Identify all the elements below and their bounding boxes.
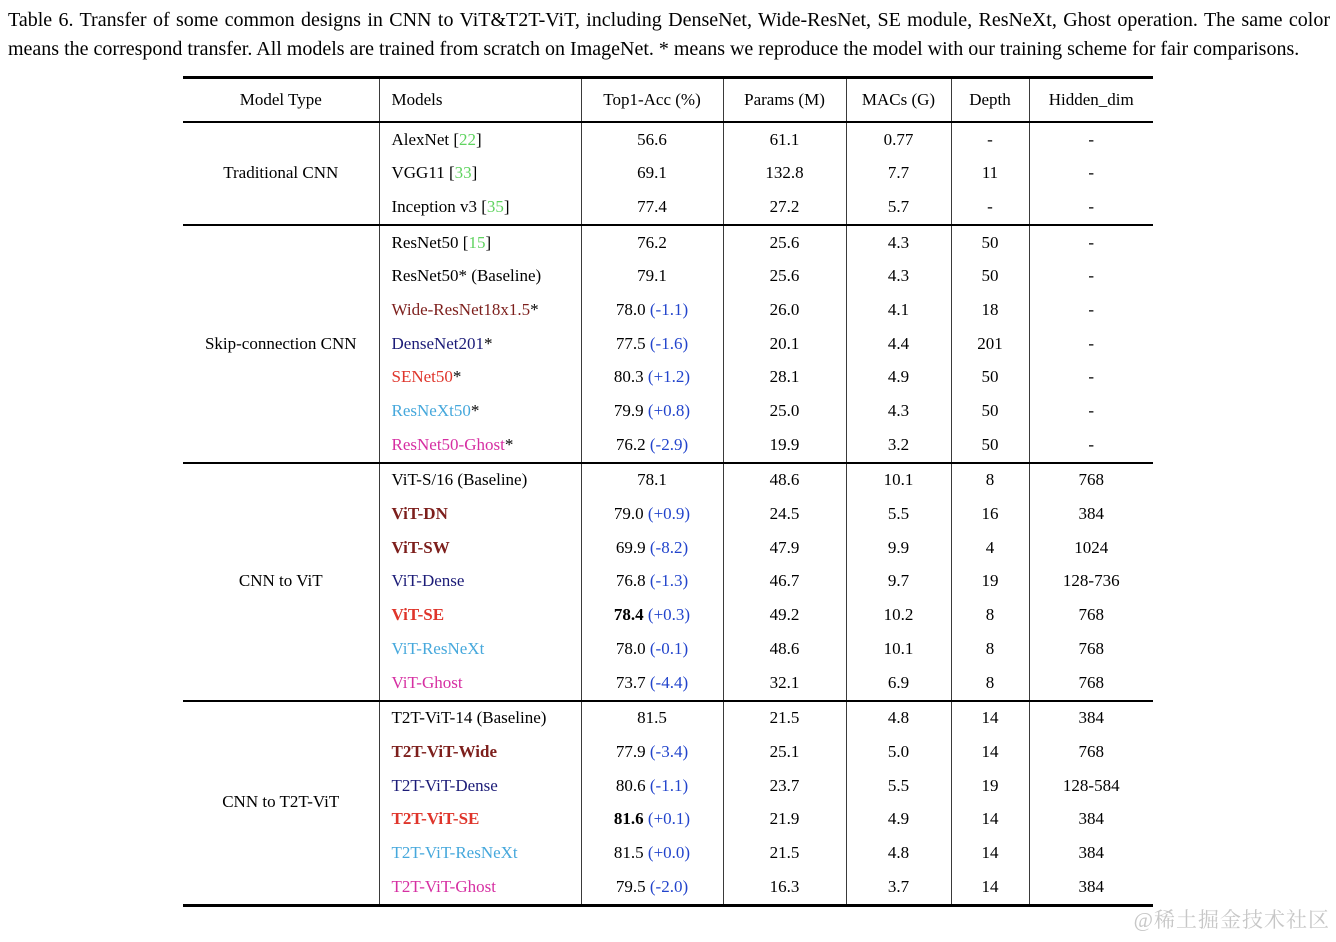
params-cell: 46.7: [723, 565, 846, 599]
citation-number: 15: [468, 232, 486, 252]
macs-cell: 4.3: [846, 260, 951, 294]
macs-cell: 10.2: [846, 599, 951, 633]
top1-acc-cell: [581, 260, 723, 294]
col-header-hidden-dim: Hidden_dim: [1029, 78, 1153, 123]
model-cell: [379, 498, 581, 532]
acc-delta: (+0.9): [643, 504, 691, 524]
col-header-models: Models: [379, 78, 581, 123]
top1-acc-cell: [581, 225, 723, 260]
hidden-dim-cell: -: [1029, 225, 1153, 260]
model-name: VGG11: [391, 163, 445, 183]
depth-cell: 4: [951, 531, 1029, 565]
header-row: [183, 78, 1153, 123]
macs-cell: 10.1: [846, 632, 951, 666]
params-cell: 28.1: [723, 361, 846, 395]
params-cell: 27.2: [723, 190, 846, 225]
depth-cell: 8: [951, 666, 1029, 701]
model-name: ResNet50-Ghost: [391, 434, 505, 454]
model-name: T2T-ViT-ResNeXt: [391, 842, 518, 862]
macs-cell: 0.77: [846, 122, 951, 157]
depth-cell: 19: [951, 769, 1029, 803]
depth-cell: 50: [951, 395, 1029, 429]
hidden-dim-cell: 128-736: [1029, 565, 1153, 599]
macs-cell: 6.9: [846, 666, 951, 701]
hidden-dim-cell: 768: [1029, 666, 1153, 701]
model-name: Inception v3: [391, 196, 477, 216]
model-name: T2T-ViT-Dense: [391, 775, 498, 795]
depth-cell: 14: [951, 836, 1029, 870]
watermark: @稀土掘金技术社区: [1133, 908, 1330, 932]
acc-delta: (-4.4): [645, 672, 689, 692]
model-cell: [379, 293, 581, 327]
table-body: [183, 122, 1153, 905]
acc-value: 77.9: [615, 741, 646, 761]
acc-delta: (-1.1): [645, 299, 689, 319]
acc-value: 76.2: [615, 434, 646, 454]
params-cell: 21.5: [723, 701, 846, 736]
hidden-dim-cell: 768: [1029, 599, 1153, 633]
hidden-dim-cell: 768: [1029, 735, 1153, 769]
acc-delta: (+1.2): [643, 367, 691, 387]
model-name: Wide-ResNet18x1.5: [391, 299, 531, 319]
depth-cell: 50: [951, 428, 1029, 463]
params-cell: 47.9: [723, 531, 846, 565]
macs-cell: 4.9: [846, 361, 951, 395]
model-name: ResNet50: [391, 266, 459, 286]
top1-acc-cell: [581, 395, 723, 429]
model-type-cell: Traditional CNN: [223, 163, 339, 183]
acc-value: 76.2: [637, 232, 667, 252]
macs-cell: 5.5: [846, 498, 951, 532]
depth-cell: 8: [951, 632, 1029, 666]
citation-number: 22: [459, 129, 477, 149]
model-cell: [379, 225, 581, 260]
hidden-dim-cell: -: [1029, 361, 1153, 395]
depth-cell: 19: [951, 565, 1029, 599]
acc-delta: (-1.3): [645, 571, 689, 591]
model-name: ViT-ResNeXt: [391, 638, 485, 658]
depth-cell: 8: [951, 599, 1029, 633]
top1-acc-cell: [581, 599, 723, 633]
macs-cell: 10.1: [846, 463, 951, 498]
depth-cell: 14: [951, 735, 1029, 769]
model-name: T2T-ViT-Wide: [391, 741, 498, 761]
params-cell: 48.6: [723, 463, 846, 498]
macs-cell: 4.1: [846, 293, 951, 327]
model-name: ViT-S/16: [391, 470, 454, 490]
macs-cell: 4.8: [846, 701, 951, 736]
acc-value: 69.9: [615, 537, 646, 557]
model-name: ViT-SW: [391, 537, 450, 557]
hidden-dim-cell: 384: [1029, 803, 1153, 837]
acc-value: 80.6: [615, 775, 646, 795]
model-name: T2T-ViT-Ghost: [391, 876, 496, 896]
acc-delta: (-0.1): [645, 638, 689, 658]
depth-cell: -: [951, 190, 1029, 225]
model-name: ViT-Ghost: [391, 672, 463, 692]
hidden-dim-cell: 128-584: [1029, 769, 1153, 803]
acc-value: 56.6: [637, 129, 667, 149]
citation-bracket: ]: [485, 232, 492, 252]
acc-value: 81.5: [613, 842, 644, 862]
model-name: T2T-ViT-14: [391, 708, 473, 728]
acc-delta: (+0.3): [643, 605, 691, 625]
model-cell: [379, 803, 581, 837]
model-cell: [379, 836, 581, 870]
depth-cell: -: [951, 122, 1029, 157]
hidden-dim-cell: -: [1029, 395, 1153, 429]
params-cell: 49.2: [723, 599, 846, 633]
model-type-cell: CNN to ViT: [238, 571, 323, 591]
acc-delta: (-1.1): [645, 775, 689, 795]
col-header-params: Params (M): [723, 78, 846, 123]
params-cell: 21.5: [723, 836, 846, 870]
acc-value: 73.7: [615, 672, 646, 692]
params-cell: 23.7: [723, 769, 846, 803]
model-cell: [379, 769, 581, 803]
reproduced-star: *: [484, 333, 493, 353]
hidden-dim-cell: 384: [1029, 498, 1153, 532]
model-name: ViT-SE: [391, 605, 445, 625]
depth-cell: 16: [951, 498, 1029, 532]
hidden-dim-cell: 384: [1029, 701, 1153, 736]
acc-value: 78.0: [615, 638, 646, 658]
top1-acc-cell: [581, 157, 723, 191]
citation-bracket: ]: [503, 196, 510, 216]
model-cell: [379, 190, 581, 225]
hidden-dim-cell: 1024: [1029, 531, 1153, 565]
model-name: DenseNet201: [391, 333, 485, 353]
acc-value: 78.4: [613, 605, 644, 625]
col-header-top1-acc: Top1-Acc (%): [581, 78, 723, 123]
model-cell: [379, 122, 581, 157]
acc-value: 79.5: [615, 876, 646, 896]
model-cell: [379, 327, 581, 361]
model-name: T2T-ViT-SE: [391, 809, 480, 829]
macs-cell: 9.7: [846, 565, 951, 599]
depth-cell: 50: [951, 361, 1029, 395]
col-header-depth: Depth: [951, 78, 1029, 123]
table-row: [183, 463, 1153, 498]
top1-acc-cell: [581, 701, 723, 736]
acc-delta: (-8.2): [645, 537, 689, 557]
acc-delta: (+0.1): [643, 809, 691, 829]
params-cell: 25.6: [723, 225, 846, 260]
table-row: [183, 225, 1153, 260]
hidden-dim-cell: 384: [1029, 870, 1153, 905]
acc-value: 69.1: [637, 163, 667, 183]
top1-acc-cell: [581, 666, 723, 701]
top1-acc-cell: [581, 531, 723, 565]
top1-acc-cell: [581, 565, 723, 599]
acc-delta: (+0.8): [643, 401, 691, 420]
depth-cell: 50: [951, 260, 1029, 294]
params-cell: 48.6: [723, 632, 846, 666]
acc-value: 79.0: [613, 504, 644, 524]
acc-value: 79.9: [613, 401, 644, 420]
model-cell: [379, 531, 581, 565]
model-name: AlexNet: [391, 129, 450, 149]
model-cell: [379, 157, 581, 191]
acc-value: 81.6: [613, 809, 644, 829]
acc-delta: (-2.0): [645, 876, 689, 896]
macs-cell: 4.8: [846, 836, 951, 870]
acc-delta: (-1.6): [645, 333, 689, 353]
macs-cell: 4.3: [846, 225, 951, 260]
model-note: (Baseline): [472, 708, 547, 728]
model-cell: [379, 701, 581, 736]
model-cell: [379, 599, 581, 633]
macs-cell: 4.9: [846, 803, 951, 837]
params-cell: 32.1: [723, 666, 846, 701]
params-cell: 132.8: [723, 157, 846, 191]
model-note: (Baseline): [467, 266, 542, 286]
acc-value: 81.5: [637, 708, 667, 728]
top1-acc-cell: [581, 769, 723, 803]
macs-cell: 5.0: [846, 735, 951, 769]
hidden-dim-cell: 384: [1029, 836, 1153, 870]
model-note: (Baseline): [453, 470, 528, 490]
depth-cell: 14: [951, 701, 1029, 736]
hidden-dim-cell: -: [1029, 293, 1153, 327]
model-name: ResNet50: [391, 232, 459, 252]
params-cell: 21.9: [723, 803, 846, 837]
acc-value: 78.0: [615, 299, 646, 319]
acc-value: 78.1: [637, 470, 667, 490]
params-cell: 20.1: [723, 327, 846, 361]
depth-cell: 11: [951, 157, 1029, 191]
top1-acc-cell: [581, 498, 723, 532]
params-cell: 25.1: [723, 735, 846, 769]
table-caption: Table 6. Transfer of some common designs in CNN to ViT&T2T-ViT, including DenseNet, Wide-ResNet, SE module, ResNeXt, Ghost operation. The same color means the correspond transfer. All models are trained from scratch on ImageNet. * means we reproduce the model with our training scheme for fair comparisons.: [8, 9, 1330, 60]
acc-delta: (-2.9): [645, 434, 689, 454]
reproduced-star: *: [452, 367, 462, 387]
reproduced-star: *: [470, 401, 480, 420]
acc-delta: (-3.4): [645, 741, 689, 761]
top1-acc-cell: [581, 190, 723, 225]
params-cell: 26.0: [723, 293, 846, 327]
hidden-dim-cell: -: [1029, 260, 1153, 294]
results-table: [183, 76, 1153, 907]
hidden-dim-cell: -: [1029, 428, 1153, 463]
reproduced-star: *: [530, 299, 539, 319]
citation-bracket: [: [458, 232, 469, 252]
model-cell: [379, 870, 581, 905]
top1-acc-cell: [581, 463, 723, 498]
top1-acc-cell: [581, 870, 723, 905]
depth-cell: 14: [951, 870, 1029, 905]
citation-bracket: [: [444, 163, 455, 183]
citation-bracket: [: [476, 196, 487, 216]
model-type-cell: CNN to T2T-ViT: [222, 792, 340, 812]
hidden-dim-cell: 768: [1029, 463, 1153, 498]
acc-value: 77.5: [615, 333, 646, 353]
table-row: [183, 701, 1153, 736]
hidden-dim-cell: -: [1029, 122, 1153, 157]
model-name: ResNeXt50: [391, 401, 471, 420]
model-name: ViT-DN: [391, 504, 448, 524]
depth-cell: 8: [951, 463, 1029, 498]
acc-delta: (+0.0): [643, 842, 691, 862]
citation-number: 35: [486, 196, 504, 216]
macs-cell: 7.7: [846, 157, 951, 191]
hidden-dim-cell: -: [1029, 157, 1153, 191]
top1-acc-cell: [581, 327, 723, 361]
acc-value: 77.4: [637, 196, 667, 216]
params-cell: 25.0: [723, 395, 846, 429]
acc-value: 80.3: [613, 367, 644, 387]
model-cell: [379, 395, 581, 429]
params-cell: 24.5: [723, 498, 846, 532]
depth-cell: 201: [951, 327, 1029, 361]
model-cell: [379, 428, 581, 463]
top1-acc-cell: [581, 293, 723, 327]
macs-cell: 3.2: [846, 428, 951, 463]
hidden-dim-cell: -: [1029, 327, 1153, 361]
reproduced-star: *: [504, 434, 514, 454]
top1-acc-cell: [581, 122, 723, 157]
macs-cell: 5.7: [846, 190, 951, 225]
macs-cell: 5.5: [846, 769, 951, 803]
macs-cell: 9.9: [846, 531, 951, 565]
top1-acc-cell: [581, 361, 723, 395]
table-row: [183, 122, 1153, 157]
model-cell: [379, 463, 581, 498]
col-header-model-type: Model Type: [183, 78, 379, 123]
model-cell: [379, 565, 581, 599]
table-header: [183, 78, 1153, 123]
top1-acc-cell: [581, 803, 723, 837]
acc-value: 79.1: [637, 266, 667, 286]
citation-bracket: ]: [471, 163, 478, 183]
model-cell: [379, 666, 581, 701]
model-name: ViT-Dense: [391, 571, 465, 591]
model-name: SENet50: [391, 367, 453, 387]
model-cell: [379, 361, 581, 395]
macs-cell: 3.7: [846, 870, 951, 905]
model-cell: [379, 632, 581, 666]
top1-acc-cell: [581, 836, 723, 870]
hidden-dim-cell: -: [1029, 190, 1153, 225]
model-type-cell: Skip-connection CNN: [204, 333, 357, 353]
params-cell: 16.3: [723, 870, 846, 905]
col-header-macs: MACs (G): [846, 78, 951, 123]
citation-bracket: [: [449, 129, 460, 149]
depth-cell: 14: [951, 803, 1029, 837]
params-cell: 19.9: [723, 428, 846, 463]
depth-cell: 18: [951, 293, 1029, 327]
top1-acc-cell: [581, 632, 723, 666]
top1-acc-cell: [581, 428, 723, 463]
citation-number: 33: [454, 163, 472, 183]
depth-cell: 50: [951, 225, 1029, 260]
model-cell: [379, 735, 581, 769]
params-cell: 25.6: [723, 260, 846, 294]
citation-bracket: ]: [476, 129, 482, 149]
macs-cell: 4.4: [846, 327, 951, 361]
top1-acc-cell: [581, 735, 723, 769]
macs-cell: 4.3: [846, 395, 951, 429]
params-cell: 61.1: [723, 122, 846, 157]
reproduced-star: *: [458, 266, 468, 286]
hidden-dim-cell: 768: [1029, 632, 1153, 666]
model-cell: [379, 260, 581, 294]
acc-value: 76.8: [615, 571, 646, 591]
